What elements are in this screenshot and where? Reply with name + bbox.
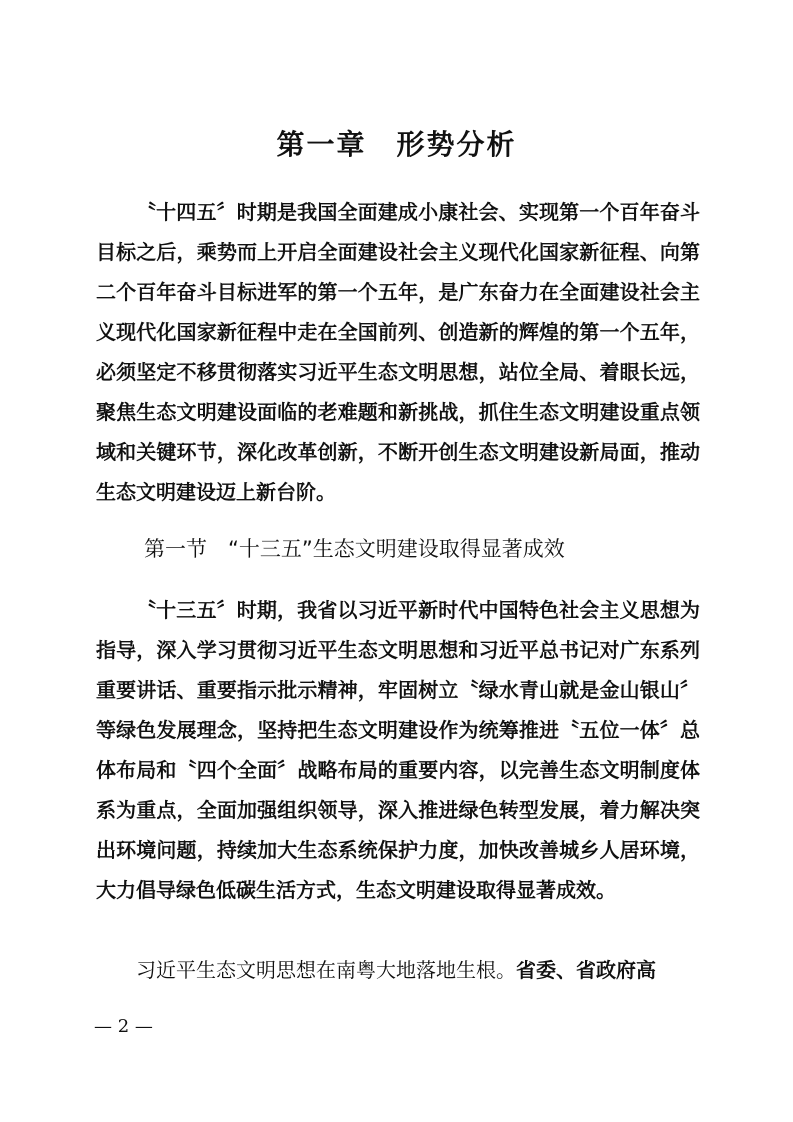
chapter-title: 第一章 形势分析 [276,128,517,161]
last-paragraph-part2: 省委、省政府高 [516,958,656,982]
section-paragraph: 〝十三五〞时期，我省以习近平新时代中国特色社会主义思想为指导，深入学习贯彻习近平生态文明思想和习近平总书记对广东系列重要讲话、重要指示批示精神，牢固树立〝绿水青山就是金山银山〞等绿色发展理念，坚持把生态文明建设作为统筹推进〝五位一体〞总体布局和〝四个全面〞战略布局的重要内容，以完善生态文明制度体系为重点，全面加强组织领导，深入推进绿色转型发展，着力解决突出环境问题，持续加大生态系统保护力度，加快改善城乡人居环境，大力倡导绿色低碳生活方式，生态文明建设取得显著成效。 [96,598,700,902]
section-title: 第一节 “十三五”生态文明建设取得显著成效 [144,537,565,561]
page-number: — 2 — [94,1016,153,1037]
last-paragraph [96,950,700,991]
intro-paragraph: 〝十四五〞时期是我国全面建成小康社会、实现第一个百年奋斗目标之后，乘势而上开启全面建设社会主义现代化国家新征程、向第二个百年奋斗目标进军的第一个五年，是广东奋力在全面建设社会主义现代化国家新征程中走在全国前列、创造新的辉煌的第一个五年，必须坚定不移贯彻落实习近平生态文明思想，站位全局、着眼长远，聚焦生态文明建设面临的老难题和新挑战，抓住生态文明建设重点领域和关键环节，深化改革创新，不断开创生态文明建设新局面，推动生态文明建设迈上新台阶。 [96,200,700,504]
last-paragraph-part1: 习近平生态文明思想在南粤大地落地生根。 [136,958,516,982]
